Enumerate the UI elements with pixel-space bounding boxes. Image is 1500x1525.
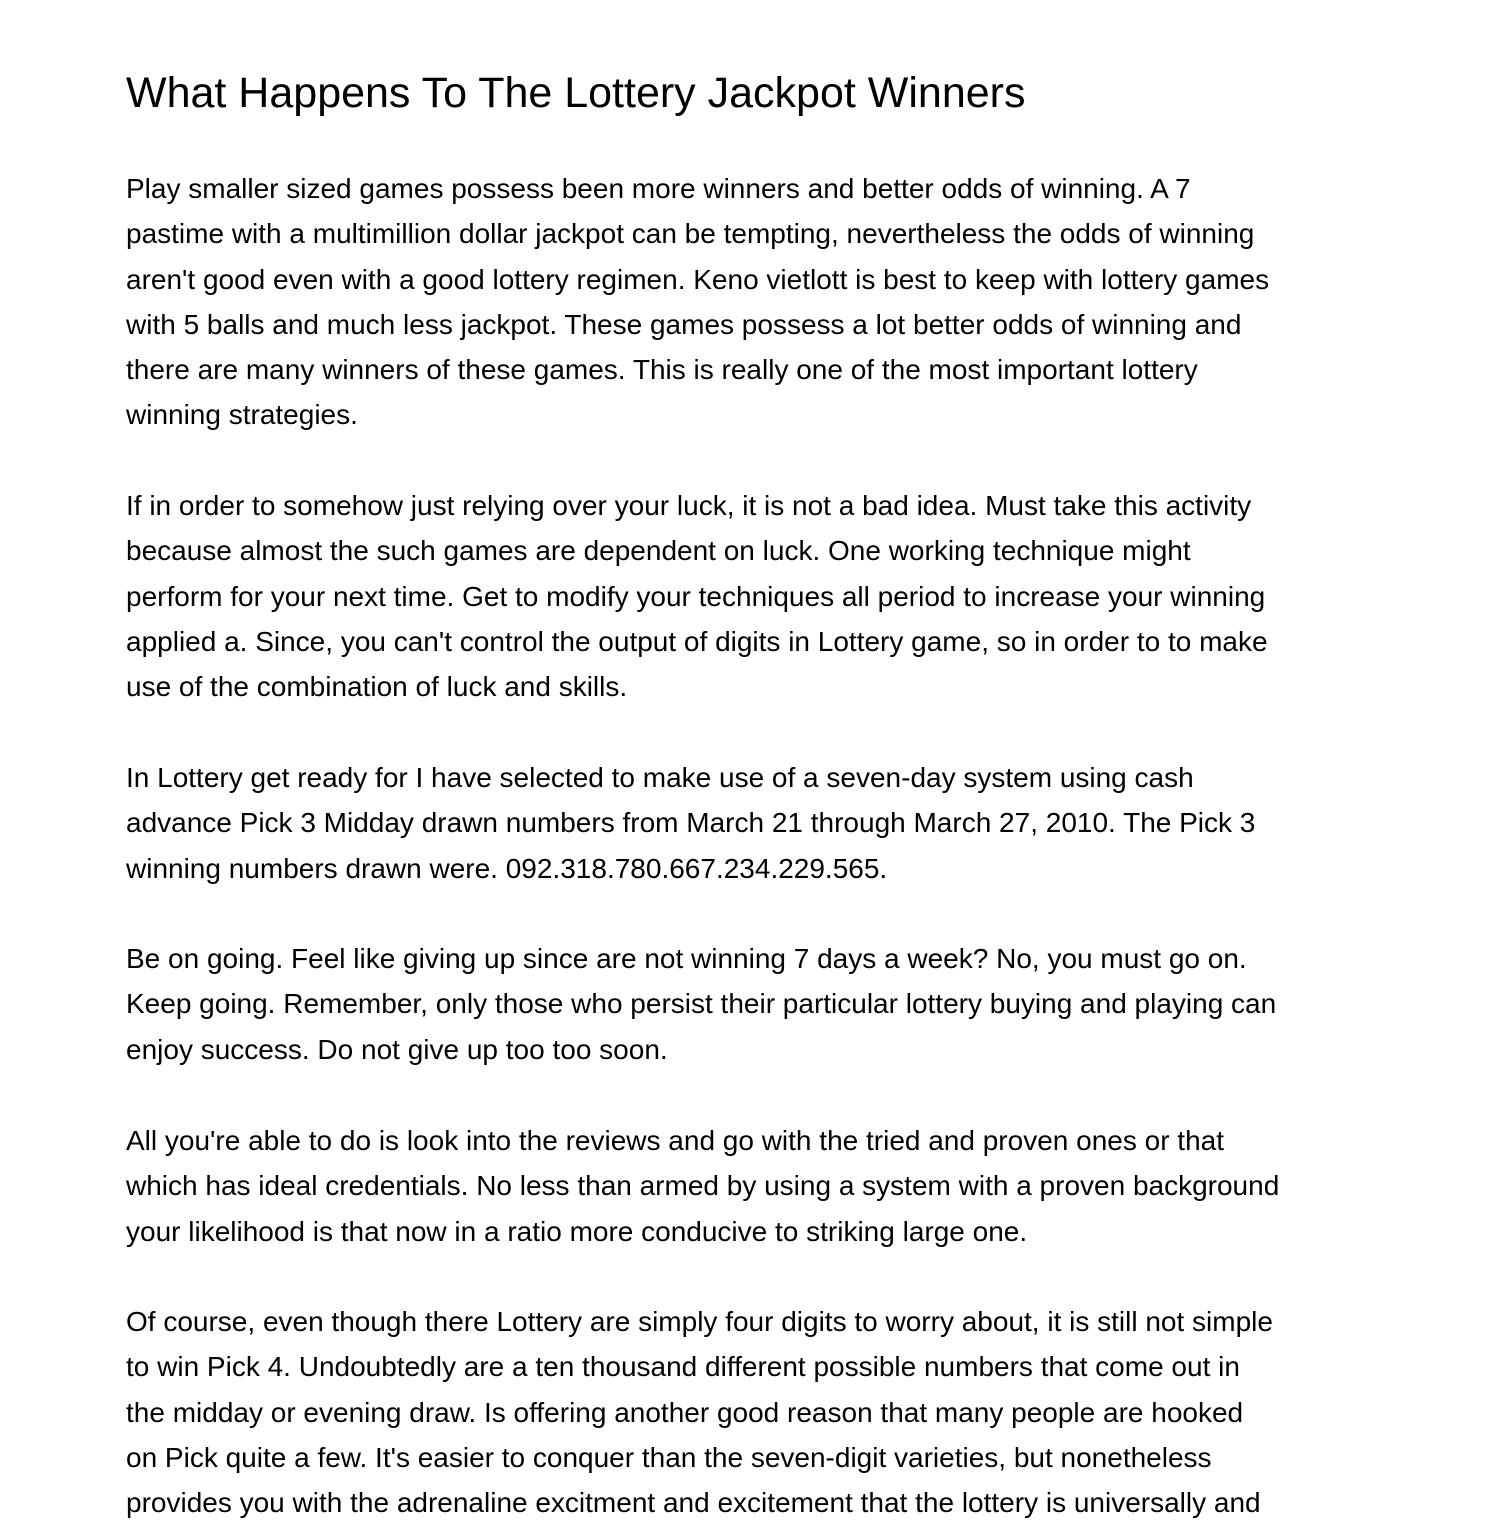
text-line: Play smaller sized games possess been more winners and better odds of winning. A 7 bbox=[126, 173, 1191, 204]
text-line: winning strategies. bbox=[126, 399, 358, 431]
paragraph-5 bbox=[126, 1118, 1279, 1254]
text-line: In Lottery get ready for I have selected to make use of a seven-day system using cash bbox=[126, 762, 1194, 793]
text-line: use of the combination of luck and skills. bbox=[126, 671, 628, 703]
text-line: All you're able to do is look into the reviews and go with the tried and proven ones or that bbox=[126, 1125, 1225, 1156]
text-line: which has ideal credentials. No less than armed by using a system with a proven background bbox=[126, 1170, 1280, 1202]
text-line: your likelihood is that now in a ratio more conducive to striking large one. bbox=[126, 1215, 1028, 1247]
text-line: with 5 balls and much less jackpot. These games possess a lot better odds of winning and bbox=[126, 308, 1242, 340]
text-line: provides you with the adrenaline excitment and excitement that the lottery is universally and bbox=[126, 1487, 1261, 1519]
text-line: If in order to somehow just relying over your luck, it is not a bad idea. Must take this activity bbox=[126, 490, 1252, 521]
text-line: there are many winners of these games. This is really one of the most important lottery bbox=[126, 354, 1198, 386]
text-line: pastime with a multimillion dollar jackpot can be tempting, nevertheless the odds of winning bbox=[126, 218, 1255, 250]
text-line: on Pick quite a few. It's easier to conquer than the seven-digit varieties, but nonetheless bbox=[126, 1441, 1212, 1473]
text-line: aren't good even with a good lottery regimen. Keno vietlott is best to keep with lottery games bbox=[126, 263, 1270, 295]
paragraph-6 bbox=[126, 1299, 1273, 1525]
text-line: enjoy success. Do not give up too too soon. bbox=[126, 1033, 668, 1065]
text-line: Be on going. Feel like giving up since are not winning 7 days a week? No, you must go on. bbox=[126, 943, 1247, 974]
paragraph-1 bbox=[126, 166, 1269, 438]
paragraph-4 bbox=[126, 936, 1276, 1072]
text-line: applied a. Since, you can't control the output of digits in Lottery game, so in order to to make bbox=[126, 625, 1268, 657]
text-line: the midday or evening draw. Is offering another good reason that many people are hooked bbox=[126, 1396, 1244, 1428]
text-line: perform for your next time. Get to modify your techniques all period to increase your winning bbox=[126, 580, 1266, 612]
text-line: advance Pick 3 Midday drawn numbers from March 21 through March 27, 2010. The Pick 3 bbox=[126, 807, 1256, 839]
text-line: winning numbers drawn were. 092.318.780.667.234.229.565. bbox=[126, 852, 888, 884]
text-line: because almost the such games are dependent on luck. One working technique might bbox=[126, 535, 1191, 567]
paragraph-2 bbox=[126, 483, 1268, 709]
document-title: What Happens To The Lottery Jackpot Winners bbox=[126, 69, 1026, 117]
document-page bbox=[126, 0, 1376, 1519]
paragraph-3 bbox=[126, 755, 1255, 891]
text-line: to win Pick 4. Undoubtedly are a ten thousand different possible numbers that come out in bbox=[126, 1351, 1240, 1383]
text-line: Of course, even though there Lottery are simply four digits to worry about, it is still not simple bbox=[126, 1306, 1273, 1337]
text-line: Keep going. Remember, only those who persist their particular lottery buying and playing can bbox=[126, 988, 1277, 1020]
